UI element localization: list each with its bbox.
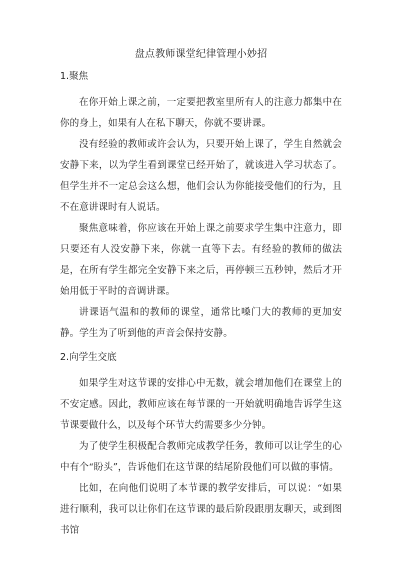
paragraph: 在你开始上课之前，一定要把教室里所有人的注意力都集中在你的身上，如果有人在私下聊天，你就不要讲课。 xyxy=(60,97,342,129)
section-heading-focus: 1.聚焦 xyxy=(60,71,89,82)
document-title: 盘点教师课堂纪律管理小妙招 xyxy=(134,49,268,60)
paragraph: 如果学生对这节课的安排心中无数，就会增加他们在课堂上的不安定感。因此，教师应该在每节课的一开始就明确地告诉学生这节课要做什么，以及每个环节大约需要多少分钟。 xyxy=(60,378,342,431)
paragraph: 讲课语气温和的教师的课堂，通常比嗓门大的教师的更加安静。学生为了听到他的声音会保持安静。 xyxy=(60,307,342,339)
paragraph: 为了使学生积极配合教师完成教学任务，教师可以让学生的心中有个“盼头”，告诉他们在这节课的结尾阶段他们可以做的事情。 xyxy=(60,441,342,473)
paragraph: 聚焦意味着，你应该在开始上课之前要求学生集中注意力，即只要还有人没安静下来，你就一直等下去。有经验的教师的做法是，在所有学生都完全安静下来之后，再停顿三五秒钟，然后才开始用低于平时的音调讲课。 xyxy=(60,223,342,297)
section-heading-inform-students: 2.向学生交底 xyxy=(60,352,117,363)
paragraph: 比如，在向他们说明了本节课的教学安排后，可以说：“如果进行顺利，我可以让你们在这节课的最后阶段跟朋友聊天，或到图书馆 xyxy=(60,483,342,536)
paragraph: 没有经验的教师或许会认为，只要开始上课了，学生自然就会安静下来，以为学生看到课堂已经开始了，就该进入学习状态了。但学生并不一定总会这么想，他们会认为你能接受他们的行为，且不在意讲课时有人说话。 xyxy=(60,139,342,213)
